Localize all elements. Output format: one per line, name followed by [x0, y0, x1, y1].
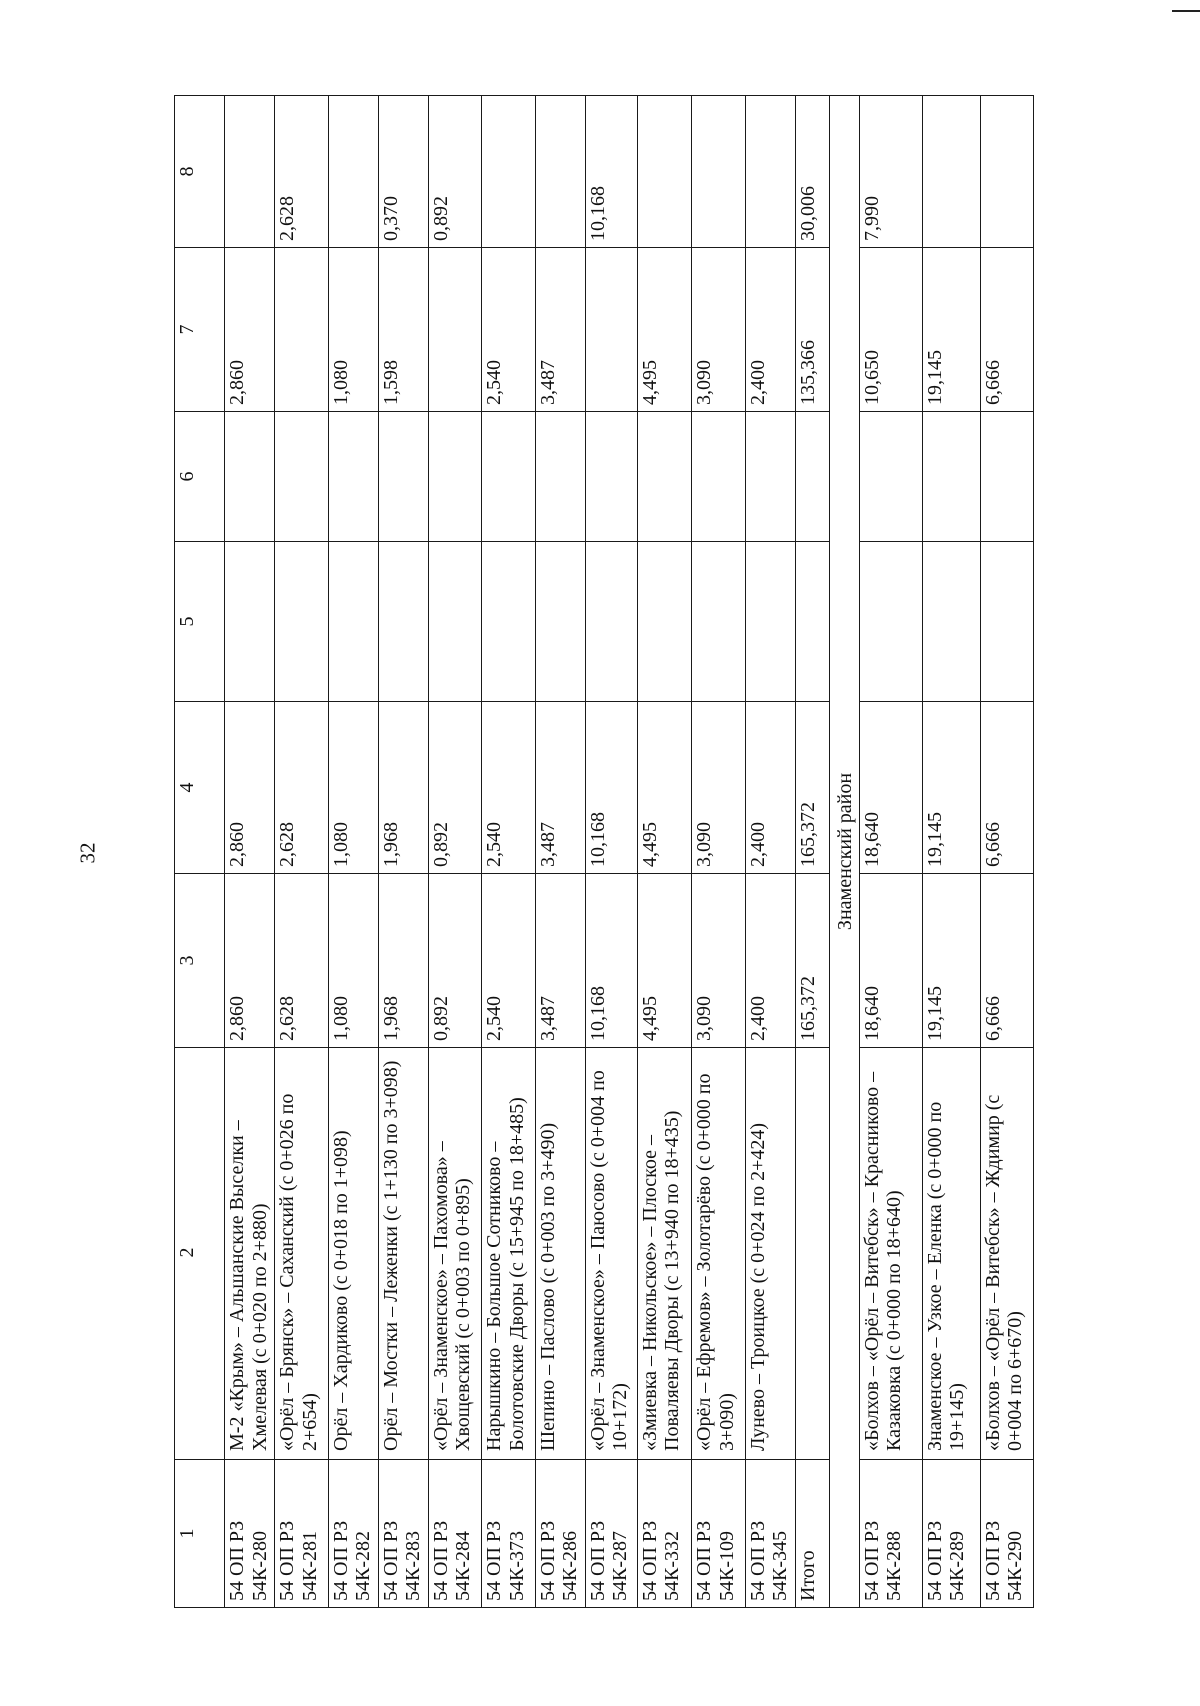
cell-col-5 — [745, 542, 795, 702]
cell-col-7: 3,487 — [535, 248, 585, 412]
table-row — [922, 96, 980, 1608]
edge-mark — [1172, 10, 1200, 12]
cell-col-7: 6,666 — [980, 248, 1033, 412]
cell-col-5 — [860, 542, 923, 702]
table-row — [328, 96, 378, 1608]
header-row — [175, 96, 225, 1608]
cell-col-7: 135,366 — [795, 248, 830, 412]
cell-col-2: «Болхов – «Орёл – Витебск» – Ждимир (с 0+004 по 6+670) — [980, 1048, 1033, 1460]
cell-col-8 — [980, 96, 1033, 248]
cell-col-4: 2,400 — [745, 702, 795, 874]
cell-col-3: 19,145 — [922, 874, 980, 1048]
cell-col-4: 3,487 — [535, 702, 585, 874]
cell-col-3: 3 — [175, 874, 225, 1048]
section-heading-row — [830, 96, 860, 1608]
cell-col-4: 10,168 — [585, 702, 637, 874]
table-row — [585, 96, 637, 1608]
cell-col-2: Нарышкино – Большое Сотниково – Болотовские Дворы (с 15+945 по 18+485) — [482, 1048, 535, 1460]
cell-col-4: 6,666 — [980, 702, 1033, 874]
cell-col-7: 2,860 — [225, 248, 275, 412]
cell-col-7: 4,495 — [637, 248, 691, 412]
table-row — [980, 96, 1033, 1608]
cell-col-8: 8 — [175, 96, 225, 248]
cell-col-1: 54 ОП РЗ 54К-287 — [585, 1460, 637, 1608]
cell-col-7: 10,650 — [860, 248, 923, 412]
cell-col-4: 18,640 — [860, 702, 923, 874]
table-row — [225, 96, 275, 1608]
cell-col-6 — [980, 412, 1033, 542]
cell-col-8: 7,990 — [860, 96, 923, 248]
cell-col-2: Орёл – Хардиково (с 0+018 по 1+098) — [328, 1048, 378, 1460]
table-row — [745, 96, 795, 1608]
cell-col-3: 1,968 — [378, 874, 428, 1048]
cell-col-6 — [275, 412, 328, 542]
cell-col-3: 10,168 — [585, 874, 637, 1048]
cell-col-3: 1,080 — [328, 874, 378, 1048]
cell-col-8: 10,168 — [585, 96, 637, 248]
cell-col-8: 30,006 — [795, 96, 830, 248]
cell-col-2: «Орёл – Ефремов» – Золотарёво (с 0+000 по 3+090) — [692, 1048, 745, 1460]
table-row — [860, 96, 923, 1608]
cell-col-1: 54 ОП РЗ 54К-286 — [535, 1460, 585, 1608]
cell-col-6 — [428, 412, 481, 542]
cell-col-2: «Орёл – Знаменское» – Пахомова» – Хвощевский (с 0+003 по 0+895) — [428, 1048, 481, 1460]
cell-col-1: 54 ОП РЗ 54К-290 — [980, 1460, 1033, 1608]
cell-col-6: 6 — [175, 412, 225, 542]
road-register-table — [174, 95, 1034, 1608]
cell-col-5 — [482, 542, 535, 702]
cell-col-1: 54 ОП РЗ 54К-284 — [428, 1460, 481, 1608]
cell-col-8: 0,892 — [428, 96, 481, 248]
cell-col-4: 2,860 — [225, 702, 275, 874]
table-row — [482, 96, 535, 1608]
table-body — [175, 96, 1034, 1608]
cell-col-7 — [585, 248, 637, 412]
cell-col-6 — [745, 412, 795, 542]
cell-col-3: 0,892 — [428, 874, 481, 1048]
cell-col-6 — [328, 412, 378, 542]
cell-col-5 — [225, 542, 275, 702]
cell-col-1: 54 ОП РЗ 54К-280 — [225, 1460, 275, 1608]
cell-col-1: 54 ОП РЗ 54К-289 — [922, 1460, 980, 1608]
cell-col-2: Орёл – Мостки – Леженки (с 1+130 по 3+098) — [378, 1048, 428, 1460]
cell-col-7: 7 — [175, 248, 225, 412]
cell-col-5: 5 — [175, 542, 225, 702]
cell-col-2: Знаменское – Узкое – Еленка (с 0+000 по 19+145) — [922, 1048, 980, 1460]
table-row — [692, 96, 745, 1608]
cell-col-8 — [922, 96, 980, 248]
cell-col-2: Шепино – Паслово (с 0+003 по 3+490) — [535, 1048, 585, 1460]
cell-col-5 — [378, 542, 428, 702]
cell-col-5 — [328, 542, 378, 702]
cell-col-4: 4,495 — [637, 702, 691, 874]
cell-col-1: 54 ОП РЗ 54К-109 — [692, 1460, 745, 1608]
cell-col-7: 2,400 — [745, 248, 795, 412]
cell-col-1: 54 ОП РЗ 54К-288 — [860, 1460, 923, 1608]
cell-col-4: 4 — [175, 702, 225, 874]
cell-col-6 — [795, 412, 830, 542]
cell-col-3: 2,628 — [275, 874, 328, 1048]
cell-col-3: 3,487 — [535, 874, 585, 1048]
cell-col-2 — [795, 1048, 830, 1460]
table-row — [378, 96, 428, 1608]
cell-col-5 — [637, 542, 691, 702]
cell-col-1: 54 ОП РЗ 54К-373 — [482, 1460, 535, 1608]
cell-col-4: 1,080 — [328, 702, 378, 874]
cell-col-7: 3,090 — [692, 248, 745, 412]
cell-col-7: 1,080 — [328, 248, 378, 412]
cell-col-3: 165,372 — [795, 874, 830, 1048]
rotated-page-content — [174, 96, 1034, 1608]
cell-col-2: «Орёл – Брянск» – Саханский (с 0+026 по 2+654) — [275, 1048, 328, 1460]
cell-col-4: 0,892 — [428, 702, 481, 874]
cell-col-5 — [585, 542, 637, 702]
cell-col-1: 54 ОП РЗ 54К-282 — [328, 1460, 378, 1608]
cell-col-3: 2,400 — [745, 874, 795, 1048]
cell-col-1: 54 ОП РЗ 54К-332 — [637, 1460, 691, 1608]
cell-col-7 — [275, 248, 328, 412]
cell-col-7: 1,598 — [378, 248, 428, 412]
cell-col-2: «Змиевка – Никольское» – Плоское – Поваляевы Дворы (с 13+940 по 18+435) — [637, 1048, 691, 1460]
cell-col-1: 54 ОП РЗ 54К-345 — [745, 1460, 795, 1608]
cell-col-6 — [860, 412, 923, 542]
cell-col-4: 2,628 — [275, 702, 328, 874]
table-row — [428, 96, 481, 1608]
cell-col-2: Лунево – Троицкое (с 0+024 по 2+424) — [745, 1048, 795, 1460]
cell-col-1: Итого — [795, 1460, 830, 1608]
cell-col-8 — [745, 96, 795, 248]
cell-col-6 — [482, 412, 535, 542]
cell-col-8 — [482, 96, 535, 248]
cell-col-6 — [535, 412, 585, 542]
table-row — [637, 96, 691, 1608]
cell-col-8: 0,370 — [378, 96, 428, 248]
cell-col-6 — [225, 412, 275, 542]
cell-col-5 — [275, 542, 328, 702]
total-row — [795, 96, 830, 1608]
cell-col-4: 3,090 — [692, 702, 745, 874]
cell-col-8 — [637, 96, 691, 248]
cell-col-3: 18,640 — [860, 874, 923, 1048]
cell-col-7: 2,540 — [482, 248, 535, 412]
cell-col-3: 2,860 — [225, 874, 275, 1048]
cell-col-5 — [922, 542, 980, 702]
cell-col-5 — [795, 542, 830, 702]
cell-col-1: 1 — [175, 1460, 225, 1608]
cell-col-2: 2 — [175, 1048, 225, 1460]
cell-col-6 — [378, 412, 428, 542]
cell-col-5 — [535, 542, 585, 702]
cell-col-1: 54 ОП РЗ 54К-281 — [275, 1460, 328, 1608]
cell-col-7 — [428, 248, 481, 412]
cell-col-4: 165,372 — [795, 702, 830, 874]
cell-col-8 — [535, 96, 585, 248]
table-row — [535, 96, 585, 1608]
cell-col-3: 6,666 — [980, 874, 1033, 1048]
cell-col-2: «Орёл – Знаменское» – Паюсово (с 0+004 по 10+172) — [585, 1048, 637, 1460]
cell-col-3: 4,495 — [637, 874, 691, 1048]
section-heading: Знаменский район — [830, 96, 860, 1608]
cell-col-8 — [328, 96, 378, 248]
cell-col-3: 2,540 — [482, 874, 535, 1048]
cell-col-6 — [692, 412, 745, 542]
cell-col-6 — [637, 412, 691, 542]
page-number: 32 — [75, 842, 100, 864]
cell-col-8: 2,628 — [275, 96, 328, 248]
cell-col-5 — [980, 542, 1033, 702]
cell-col-2: М-2 «Крым» – Альшанские Выселки – Хмелевая (с 0+020 по 2+880) — [225, 1048, 275, 1460]
cell-col-6 — [922, 412, 980, 542]
cell-col-7: 19,145 — [922, 248, 980, 412]
cell-col-1: 54 ОП РЗ 54К-283 — [378, 1460, 428, 1608]
cell-col-4: 2,540 — [482, 702, 535, 874]
cell-col-2: «Болхов – «Орёл – Витебск» – Красниково – Казаковка (с 0+000 по 18+640) — [860, 1048, 923, 1460]
cell-col-8 — [692, 96, 745, 248]
cell-col-4: 19,145 — [922, 702, 980, 874]
cell-col-3: 3,090 — [692, 874, 745, 1048]
cell-col-5 — [692, 542, 745, 702]
cell-col-5 — [428, 542, 481, 702]
cell-col-4: 1,968 — [378, 702, 428, 874]
table-row — [275, 96, 328, 1608]
cell-col-8 — [225, 96, 275, 248]
cell-col-6 — [585, 412, 637, 542]
